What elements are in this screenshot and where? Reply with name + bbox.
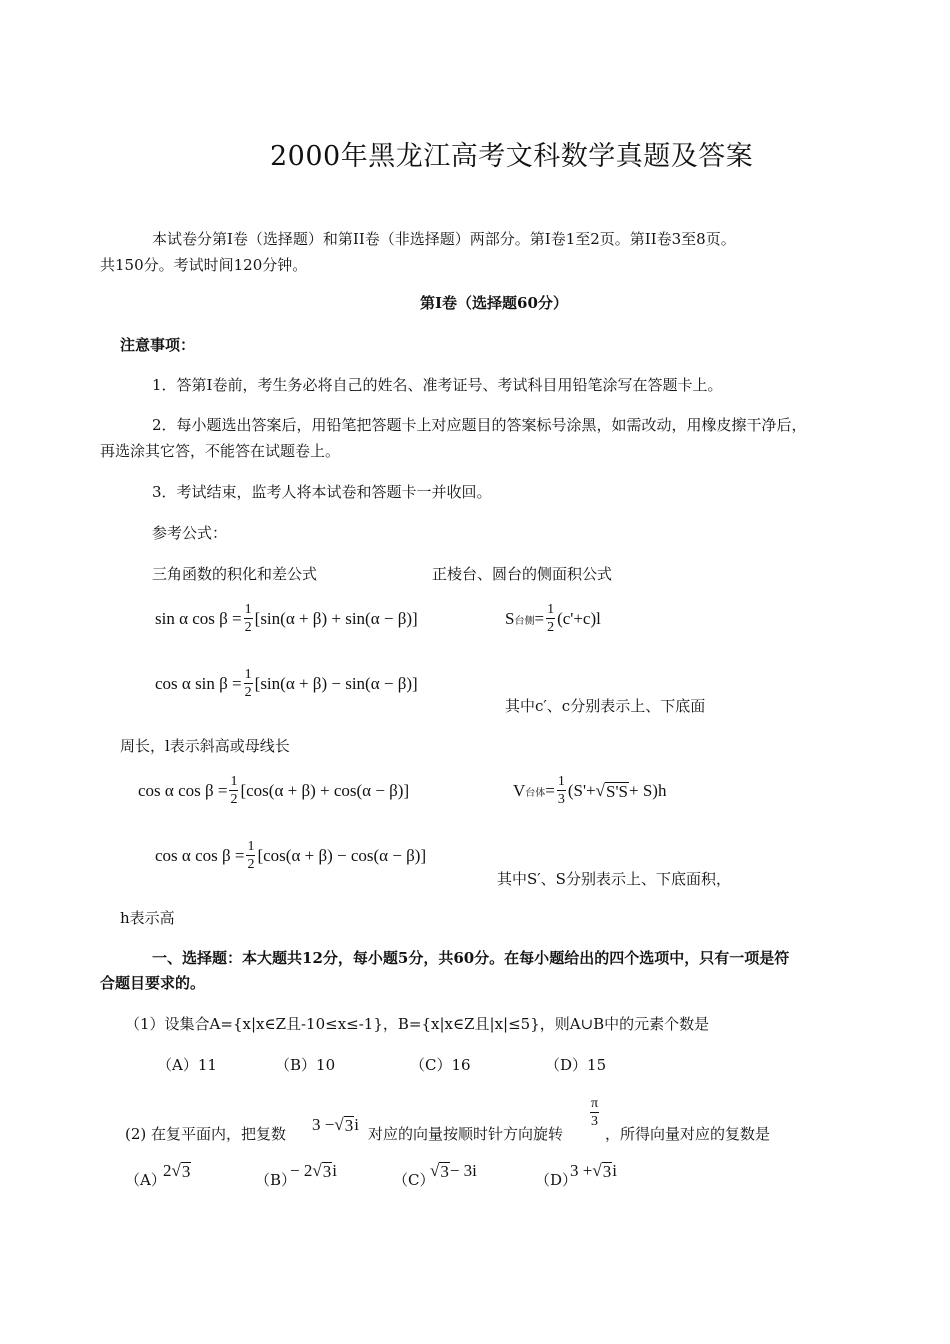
square-root: √ 3 — [592, 1161, 612, 1182]
imaginary-unit: i — [354, 1115, 359, 1134]
formula-rhs: [cos(α + β) − cos(α − β)] — [257, 846, 427, 865]
question-1-option-a: （A）11 — [157, 1056, 217, 1074]
option-suffix: i — [612, 1161, 617, 1180]
square-root: √ 3 — [312, 1161, 332, 1182]
question-2-option-c-label: （C） — [393, 1171, 435, 1189]
fraction-third — [557, 775, 566, 807]
formula-rhs: [cos(α + β) + cos(α − β)] — [240, 781, 410, 800]
fraction-denominator: 2 — [244, 685, 252, 700]
radicand: 3 — [181, 1162, 191, 1182]
square-root: √ 3 — [171, 1161, 191, 1182]
section-heading: 第Ⅰ卷（选择题60分） — [420, 294, 568, 312]
complex-real-part: 3 − — [312, 1115, 335, 1134]
trig-formulas-heading: 三角函数的积化和差公式 — [152, 565, 318, 583]
intro-line-2: 共150分。考试时间120分钟。 — [100, 256, 308, 274]
formula-symbol: V — [513, 781, 526, 800]
question-2-stem-a: (2) 在复平面内，把复数 — [125, 1125, 287, 1143]
option-prefix: 2 — [163, 1161, 172, 1180]
formula-lhs: cos α cos β = — [155, 846, 245, 865]
formula-lhs: cos α sin β = — [155, 674, 242, 693]
question-2-option-b-label: （B） — [255, 1171, 297, 1189]
notice-item-2-line-2: 再选涂其它答，不能答在试题卷上。 — [100, 442, 341, 460]
question-2-stem-c: ，所得向量对应的复数是 — [605, 1125, 771, 1143]
question-2-option-d-label: （D） — [535, 1171, 578, 1189]
notice-item-1: 1．答第Ⅰ卷前，考生务必将自己的姓名、准考证号、考试科目用铅笔涂写在答题卡上。 — [152, 376, 723, 394]
note-height: h表示高 — [120, 909, 175, 927]
fraction-numerator: 1 — [244, 667, 252, 682]
formula-cos-cos-minus — [155, 840, 426, 872]
formula-cos-cos-plus — [138, 775, 409, 807]
fraction-half — [246, 840, 255, 872]
question-1-option-c: （C）16 — [410, 1056, 471, 1074]
fraction-half — [546, 603, 555, 635]
question-2-option-d-value — [570, 1161, 617, 1181]
formula-rhs: (c'+c)l — [557, 609, 601, 628]
square-root: √ 3 — [430, 1161, 449, 1182]
fraction-numerator: 1 — [557, 774, 565, 789]
fraction-half — [229, 775, 238, 807]
fraction-denominator: 2 — [230, 792, 238, 807]
fraction-denominator: 3 — [557, 792, 565, 807]
formula-equals: = — [545, 781, 555, 800]
frustum-formulas-heading: 正棱台、圆台的侧面积公式 — [432, 565, 613, 583]
formula-rhs-b: + S)h — [628, 781, 667, 800]
fraction-numerator: π — [591, 1096, 599, 1111]
question-2-option-a-label: （A） — [125, 1171, 166, 1189]
radicand: 3 — [344, 1116, 354, 1136]
question-1-option-b: （B）10 — [275, 1056, 336, 1074]
note-area: 其中S′、S分别表示上、下底面积， — [497, 870, 731, 888]
fraction-numerator: 1 — [244, 602, 252, 617]
formula-frustum-lateral-area — [505, 603, 601, 635]
formula-lhs: sin α cos β = — [155, 609, 242, 628]
fraction-numerator: 1 — [247, 839, 255, 854]
formula-symbol: S — [505, 609, 515, 628]
formula-lhs: cos α cos β = — [138, 781, 228, 800]
question-2-option-c-value — [430, 1161, 477, 1181]
fraction-numerator: 1 — [230, 774, 238, 789]
radicand: S'S — [606, 782, 628, 802]
fraction-denominator: 3 — [591, 1114, 599, 1129]
notice-item-3: 3．考试结束，监考人将本试卷和答题卡一并收回。 — [152, 483, 492, 501]
formulas-heading: 参考公式： — [152, 524, 228, 542]
fraction-denominator: 2 — [547, 620, 555, 635]
fraction-denominator: 2 — [247, 857, 255, 872]
formula-rhs-a: (S'+ — [567, 781, 596, 800]
part-one-heading-line-1: 一、选择题：本大题共12分，每小题5分，共60分。在每小题给出的四个选项中，只有一项是符 — [152, 949, 790, 967]
fraction-numerator: 1 — [547, 602, 555, 617]
formula-subscript: 台体 — [525, 787, 546, 799]
square-root: √ 3 — [334, 1115, 354, 1136]
note-perimeter: 其中c′、c分别表示上、下底面 — [505, 697, 706, 715]
question-1-option-d: （D）15 — [545, 1056, 607, 1074]
fraction-denominator: 2 — [244, 620, 252, 635]
radicand: 3 — [322, 1162, 332, 1182]
formula-sin-cos — [155, 603, 418, 635]
formula-rhs: [sin(α + β) + sin(α − β)] — [254, 609, 418, 628]
note-perimeter-cont: 周长，l表示斜高或母线长 — [120, 737, 290, 755]
question-2-option-a-value — [163, 1161, 191, 1181]
square-root: √ S'S — [595, 781, 628, 802]
intro-line-1: 本试卷分第Ⅰ卷（选择题）和第II卷（非选择题）两部分。第Ⅰ卷1至2页。第II卷3至8页。 — [152, 230, 736, 248]
formula-rhs: [sin(α + β) − sin(α − β)] — [254, 674, 418, 693]
fraction-half — [244, 603, 253, 635]
formula-cos-sin — [155, 668, 418, 700]
formula-subscript: 台侧 — [514, 615, 535, 627]
question-2-angle — [588, 1097, 601, 1129]
fraction-half — [244, 668, 253, 700]
radicand: 3 — [440, 1162, 449, 1182]
formula-frustum-volume — [513, 775, 666, 807]
formula-equals: = — [534, 609, 545, 628]
fraction-pi-over-three — [590, 1097, 599, 1129]
option-suffix: i — [332, 1161, 337, 1180]
question-2-complex-number — [312, 1115, 359, 1135]
question-1-stem: （1）设集合A={x|x∈Z且-10≤x≤-1}，B={x|x∈Z且|x|≤5}，则A∪B中的元素个数是 — [125, 1015, 710, 1033]
notice-item-2-line-1: 2．每小题选出答案后，用铅笔把答题卡上对应题目的答案标号涂黑，如需改动，用橡皮擦干净后， — [152, 416, 807, 434]
radicand: 3 — [602, 1162, 612, 1182]
question-2-option-b-value — [290, 1161, 337, 1181]
page-title: 2000年黑龙江高考文科数学真题及答案 — [270, 141, 754, 172]
option-prefix: − 2 — [290, 1161, 313, 1180]
question-2-stem-b: 对应的向量按顺时针方向旋转 — [368, 1125, 564, 1143]
part-one-heading-line-2: 合题目要求的。 — [100, 974, 206, 992]
notice-heading: 注意事项： — [120, 336, 196, 354]
option-suffix: − 3i — [449, 1161, 477, 1180]
option-prefix: 3 + — [570, 1161, 593, 1180]
